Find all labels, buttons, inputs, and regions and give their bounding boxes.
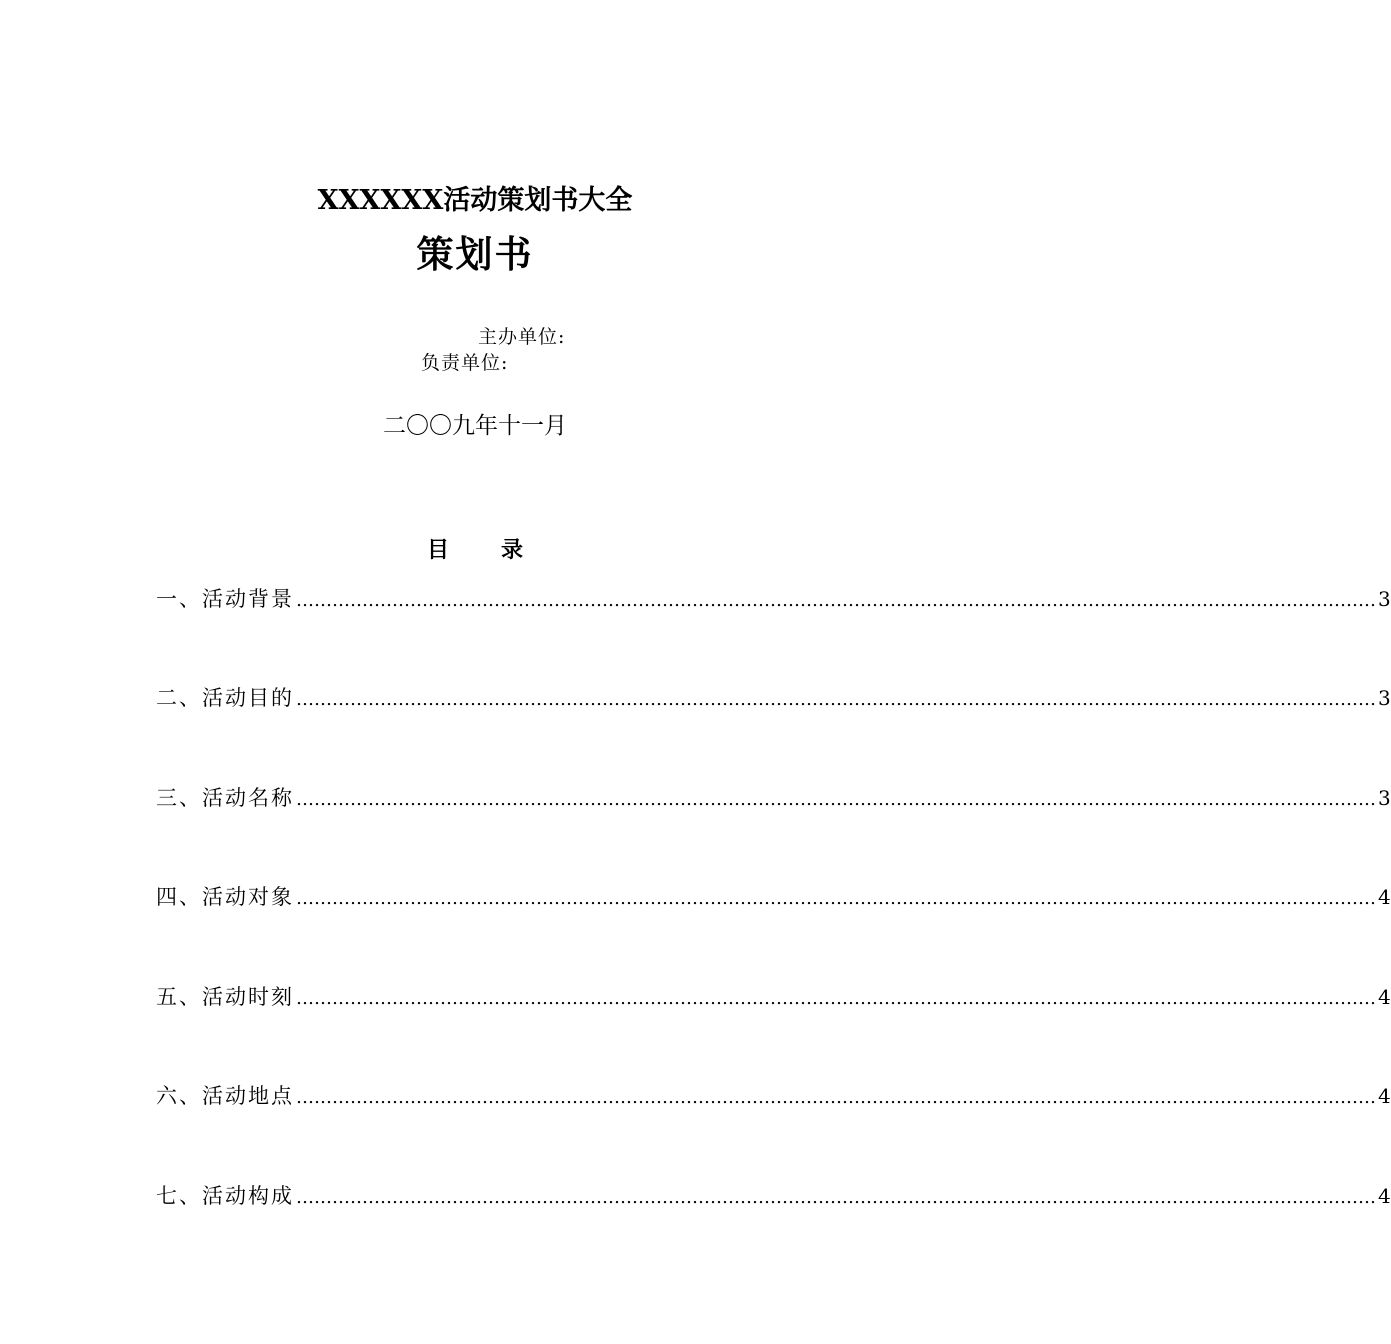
toc-leader-dots: ………………………………………………………………………………………………………………………………………………………………: [296, 789, 1376, 810]
toc-item-label: 活动目的: [202, 686, 294, 710]
toc-leader-dots: ………………………………………………………………………………………………………………………………………………………………: [296, 689, 1376, 710]
toc-item-number: 七、: [156, 1184, 202, 1208]
toc-item-label: 活动构成: [202, 1184, 294, 1208]
toc-item-number: 六、: [156, 1084, 202, 1108]
toc-item-number: 四、: [156, 885, 202, 909]
toc-item-number: 一、: [156, 587, 202, 611]
toc-item-number: 三、: [156, 786, 202, 810]
toc-item-label: 活动对象: [202, 885, 294, 909]
toc-item-page: 4: [1378, 885, 1391, 909]
toc-item[interactable]: [156, 881, 1391, 911]
toc-item-page: 4: [1378, 1184, 1391, 1208]
toc-item-page: 4: [1378, 1084, 1391, 1108]
toc-heading: [0, 533, 950, 564]
toc-leader-dots: ………………………………………………………………………………………………………………………………………………………………: [296, 590, 1376, 611]
toc-item-page: 3: [1378, 786, 1391, 810]
document-title: XXXXXX活动策划书大全: [317, 185, 633, 216]
toc-item-number: 二、: [156, 686, 202, 710]
toc-item[interactable]: [156, 981, 1391, 1011]
toc-item-page: 3: [1378, 686, 1391, 710]
toc-item-label: 活动名称: [202, 786, 294, 810]
toc-leader-dots: ………………………………………………………………………………………………………………………………………………………………: [296, 1087, 1376, 1108]
toc-item[interactable]: [156, 1180, 1391, 1210]
toc-item-label: 活动地点: [202, 1084, 294, 1108]
toc-leader-dots: ………………………………………………………………………………………………………………………………………………………………: [296, 888, 1376, 909]
toc-item[interactable]: [156, 1080, 1391, 1110]
toc-leader-dots: ………………………………………………………………………………………………………………………………………………………………: [296, 988, 1376, 1009]
document-subtitle: 策划书: [416, 232, 534, 276]
organizer-label: 主办单位:: [478, 326, 566, 348]
responsible-label: 负责单位:: [421, 352, 509, 374]
toc-item[interactable]: [156, 583, 1391, 613]
toc-item-number: 五、: [156, 985, 202, 1009]
toc-leader-dots: ………………………………………………………………………………………………………………………………………………………………: [296, 1187, 1376, 1208]
toc-item-page: 3: [1378, 587, 1391, 611]
toc-heading-left: 目: [426, 537, 449, 563]
toc-item[interactable]: [156, 782, 1391, 812]
toc-item[interactable]: [156, 682, 1391, 712]
document-date: 二〇〇九年十一月: [383, 413, 567, 439]
toc-item-page: 4: [1378, 985, 1391, 1009]
toc-heading-right: 录: [501, 537, 524, 563]
toc-item-label: 活动背景: [202, 587, 294, 611]
toc-item-label: 活动时刻: [202, 985, 294, 1009]
